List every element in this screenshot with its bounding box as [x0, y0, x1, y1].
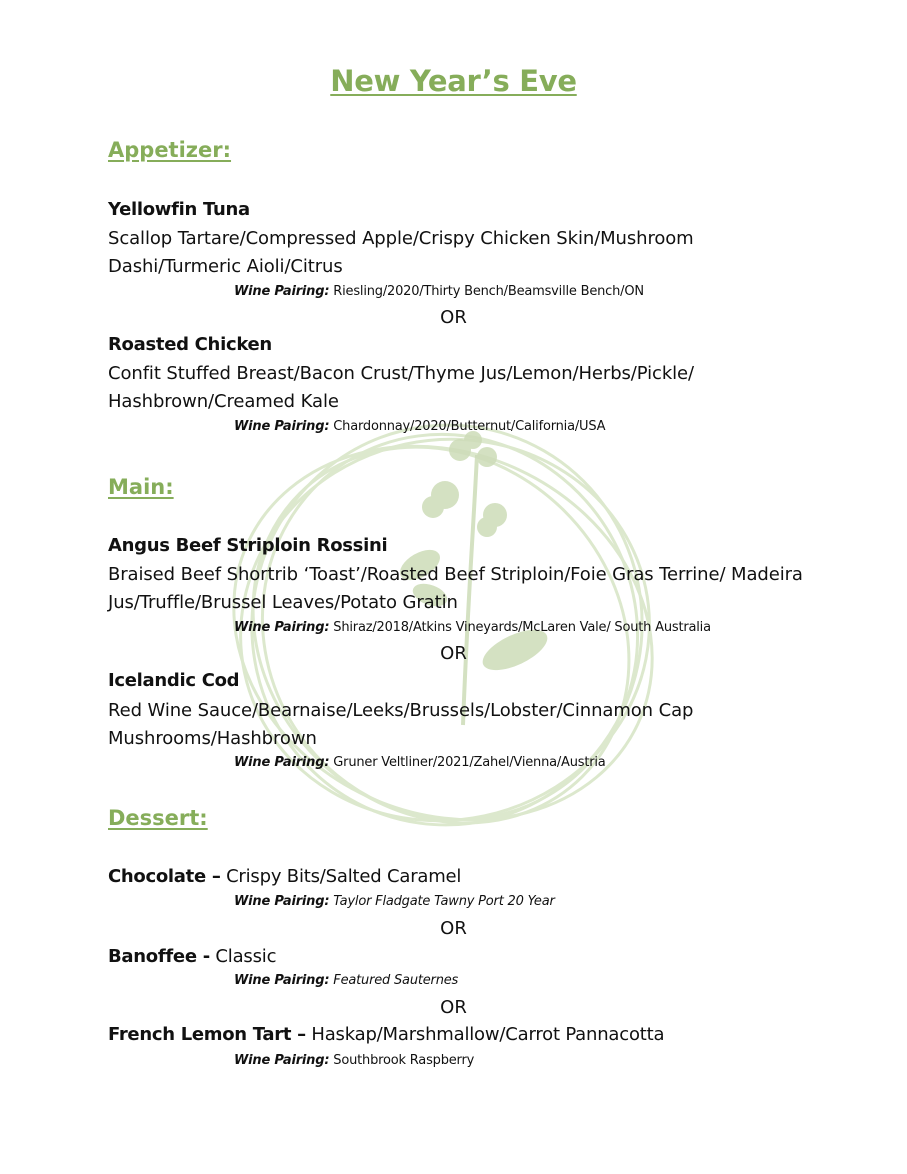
- wine-pairing-label: Wine Pairing:: [234, 973, 330, 988]
- wine-pairing-label: Wine Pairing:: [234, 1053, 330, 1068]
- wine-pairing-value: Taylor Fladgate Tawny Port 20 Year: [333, 894, 555, 909]
- or-divider: OR: [440, 643, 467, 664]
- or-divider: OR: [440, 997, 467, 1018]
- wine-pairing-value: Riesling/2020/Thirty Bench/Beamsville Bench/ON: [333, 284, 644, 299]
- dish-name: Angus Beef Striploin Rossini: [108, 535, 388, 556]
- dish-description: Haskap/Marshmallow/Carrot Pannacotta: [311, 1024, 665, 1045]
- dish-description: Crispy Bits/Salted Caramel: [226, 866, 462, 887]
- dish-name: Yellowfin Tuna: [108, 199, 250, 220]
- dessert-line: [108, 866, 461, 887]
- wine-pairing: [234, 419, 605, 434]
- dish-name: French Lemon Tart –: [108, 1024, 306, 1045]
- dish-description: Red Wine Sauce/Bearnaise/Leeks/Brussels/Lobster/Cinnamon Cap Mushrooms/Hashbrown: [108, 700, 694, 749]
- or-divider: OR: [440, 918, 467, 939]
- wine-pairing-label: Wine Pairing:: [234, 620, 330, 635]
- dish-name: Icelandic Cod: [108, 670, 240, 691]
- dish-description: Classic: [215, 946, 277, 967]
- wine-pairing: [234, 620, 711, 635]
- dish-description: Confit Stuffed Breast/Bacon Crust/Thyme Jus/Lemon/Herbs/Pickle/ Hashbrown/Creamed Kale: [108, 363, 694, 412]
- dessert-line: [108, 946, 276, 967]
- or-divider: OR: [440, 307, 467, 328]
- section-heading-appetizer: Appetizer:: [108, 138, 232, 162]
- section-heading-dessert: Dessert:: [108, 806, 208, 830]
- wine-pairing-value: Shiraz/2018/Atkins Vineyards/McLaren Vale/ South Australia: [333, 620, 711, 635]
- dish-description: Braised Beef Shortrib ‘Toast’/Roasted Beef Striploin/Foie Gras Terrine/ Madeira Jus/Truffle/Brussel Leaves/Potato Gratin: [108, 564, 803, 613]
- wine-pairing-label: Wine Pairing:: [234, 419, 330, 434]
- wine-pairing: [234, 755, 606, 770]
- dish-name: Banoffee -: [108, 946, 210, 967]
- wine-pairing-label: Wine Pairing:: [234, 755, 330, 770]
- wine-pairing-label: Wine Pairing:: [234, 894, 330, 909]
- wine-pairing: [234, 1053, 474, 1068]
- dish-name: Chocolate –: [108, 866, 221, 887]
- wine-pairing-value: Chardonnay/2020/Butternut/California/USA: [333, 419, 606, 434]
- wine-pairing: [234, 894, 555, 909]
- page-title: New Year’s Eve: [330, 64, 577, 98]
- wine-pairing: [234, 284, 644, 299]
- dish-description: Scallop Tartare/Compressed Apple/Crispy Chicken Skin/Mushroom Dashi/Turmeric Aioli/Citrus: [108, 228, 694, 277]
- wine-pairing: [234, 973, 458, 988]
- section-heading-main: Main:: [108, 475, 174, 499]
- wine-pairing-value: Gruner Veltliner/2021/Zahel/Vienna/Austria: [333, 755, 606, 770]
- wine-pairing-value: Featured Sauternes: [333, 973, 459, 988]
- dessert-line: [108, 1024, 664, 1045]
- wine-pairing-label: Wine Pairing:: [234, 284, 330, 299]
- dish-name: Roasted Chicken: [108, 334, 272, 355]
- wine-pairing-value: Southbrook Raspberry: [333, 1053, 475, 1068]
